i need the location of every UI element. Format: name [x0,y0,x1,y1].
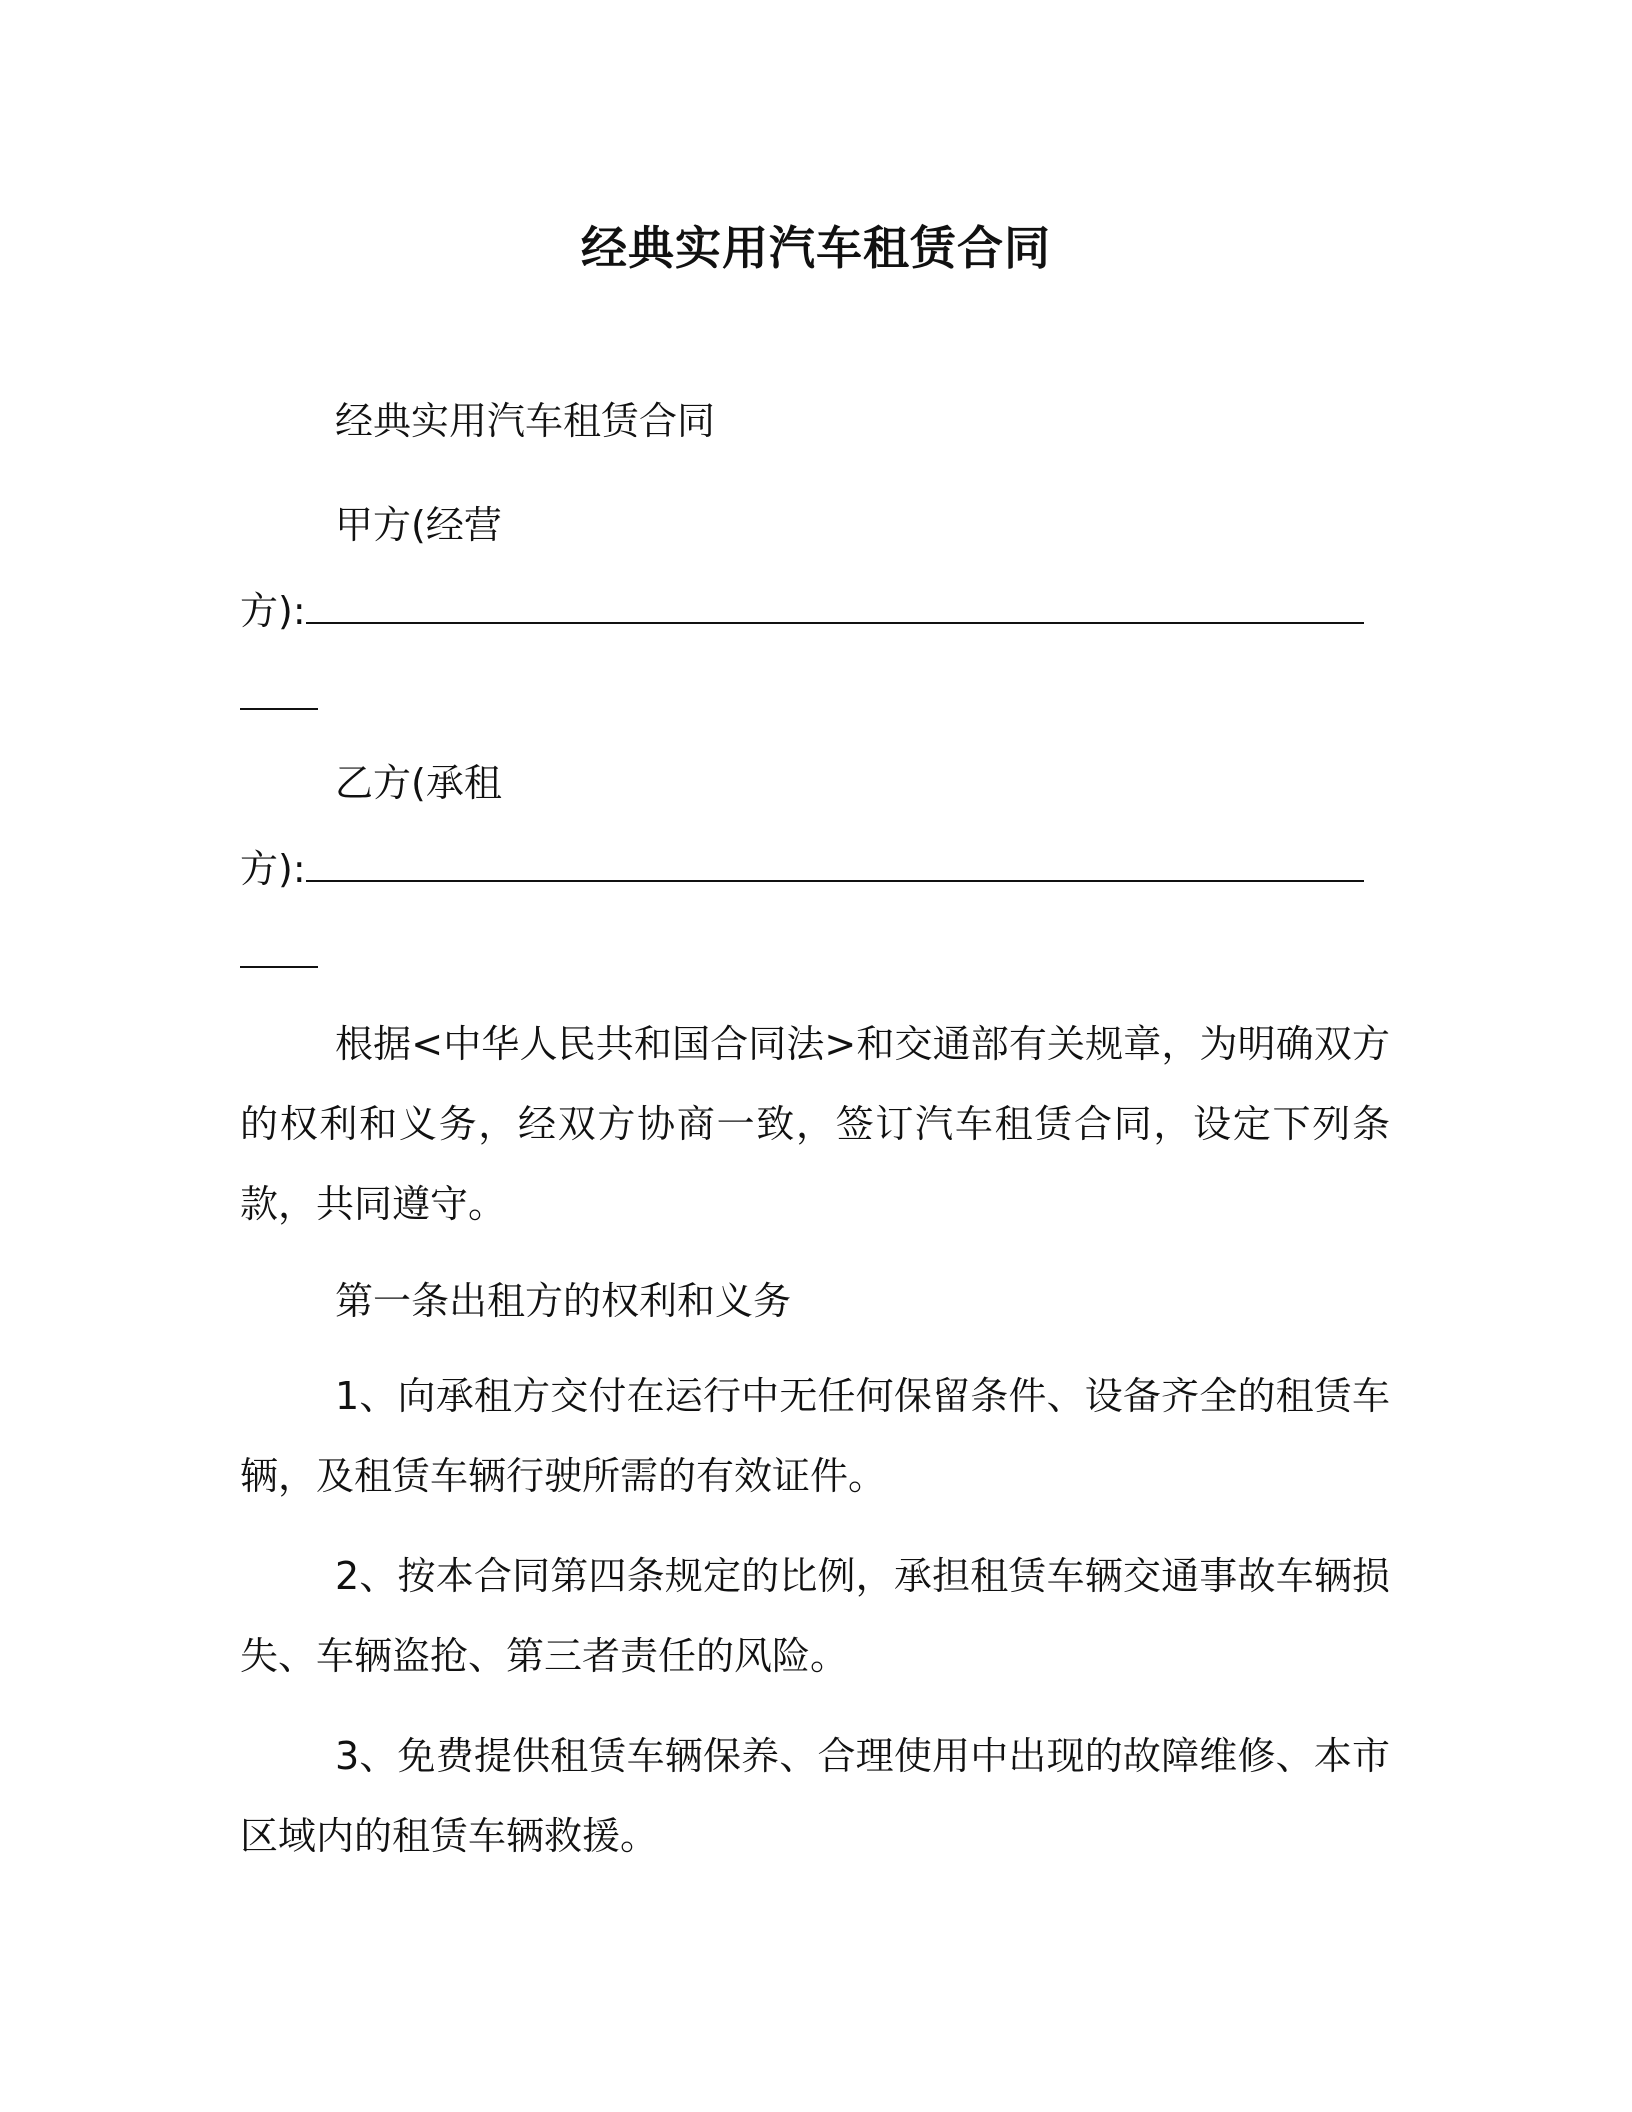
document-subtitle: 经典实用汽车租赁合同 [335,399,716,443]
party-a-field [240,586,1364,636]
party-a-blank-line-cont [240,678,318,710]
party-a-blank-line [306,592,1364,624]
party-a-label-cont: 方): [240,589,306,633]
party-b-blank-line [306,850,1364,882]
article-1-item-2: 2、按本合同第四条规定的比例，承担租赁车辆交通事故车辆损失、车辆盗抢、第三者责任的风险。 [240,1554,1390,1678]
party-b-label: 乙方(承租 [335,761,502,805]
party-b-field-cont [240,930,318,980]
party-a-label: 甲方(经营 [335,503,502,547]
document-title: 经典实用汽车租赁合同 [581,221,1051,275]
preamble-paragraph: 根据<中华人民共和国合同法>和交通部有关规章，为明确双方的权利和义务，经双方协商一致，签订汽车租赁合同，设定下列条款，共同遵守。 [240,1022,1390,1226]
party-b-field [240,844,1364,894]
party-b-blank-line-cont [240,936,318,968]
article-1-heading: 第一条出租方的权利和义务 [335,1279,792,1323]
party-a-field-cont [240,672,318,722]
party-b-label-cont: 方): [240,847,306,891]
article-1-item-3: 3、免费提供租赁车辆保养、合理使用中出现的故障维修、本市区域内的租赁车辆救援。 [240,1734,1390,1858]
article-1-item-1: 1、向承租方交付在运行中无任何保留条件、设备齐全的租赁车辆，及租赁车辆行驶所需的有效证件。 [240,1374,1390,1498]
